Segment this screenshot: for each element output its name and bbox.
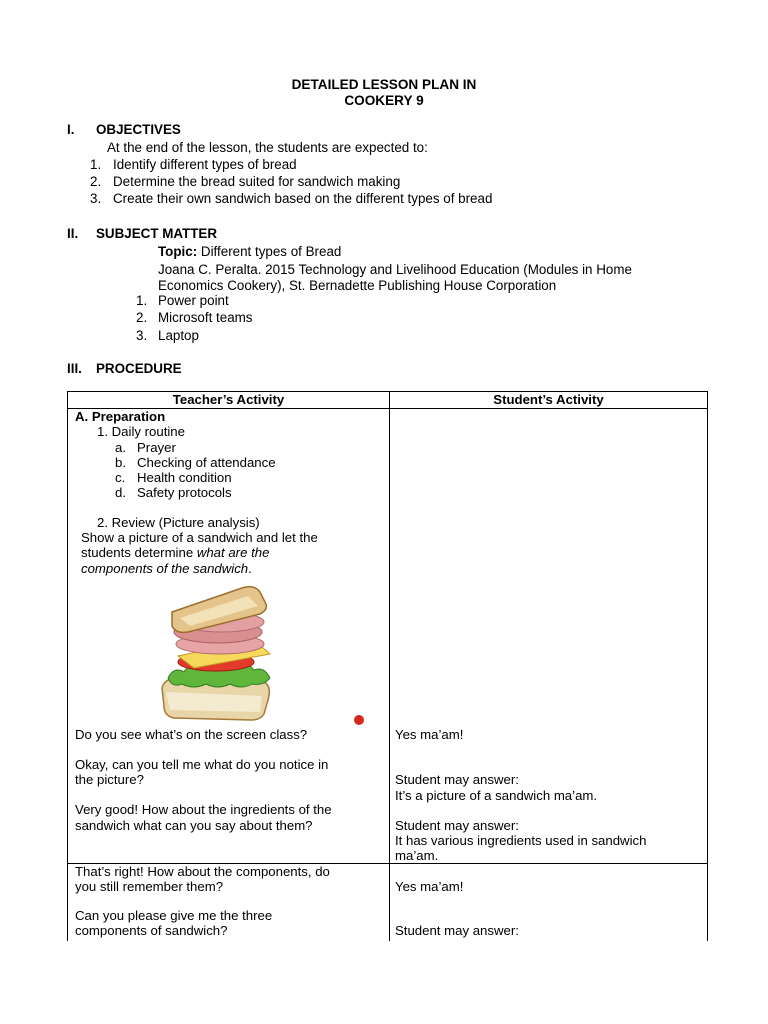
student-answer-label: Student may answer: [395, 818, 519, 833]
objective-num: 3. [90, 191, 102, 206]
objectives-heading: OBJECTIVES [96, 122, 181, 137]
routine-letter: c. [115, 470, 126, 485]
review-line2-plain: students determine [81, 545, 197, 560]
table-border-left [67, 391, 68, 941]
student-answer: Yes ma’am! [395, 879, 464, 894]
topic-line [158, 244, 341, 260]
objective-item: Identify different types of bread [113, 157, 297, 172]
material-item: Microsoft teams [158, 310, 253, 325]
student-answer-label: Student may answer: [395, 772, 519, 787]
table-column-divider [389, 391, 390, 941]
routine-letter: b. [115, 455, 126, 470]
objective-item: Create their own sandwich based on the different types of bread [113, 191, 493, 206]
review-line3-italic: components of the sandwich [81, 561, 249, 576]
material-item: Power point [158, 293, 229, 308]
review-line2 [81, 545, 269, 560]
objectives-intro: At the end of the lesson, the students are expected to: [107, 140, 428, 155]
document-title-line1: DETAILED LESSON PLAN IN [291, 77, 477, 92]
topic-value: Different types of Bread [200, 244, 342, 259]
material-item: Laptop [158, 328, 199, 343]
preparation-heading: A. Preparation [75, 409, 166, 424]
teacher-question: That’s right! How about the components, do [75, 864, 330, 879]
review-line3 [81, 561, 252, 576]
routine-item: Checking of attendance [137, 455, 276, 470]
teacher-question: Can you please give me the three [75, 908, 273, 923]
material-num: 1. [136, 293, 148, 308]
review-line3-end: . [248, 561, 252, 576]
routine-item: Health condition [137, 470, 232, 485]
reference-line1: Joana C. Peralta. 2015 Technology and Livelihood Education (Modules in Home [158, 262, 632, 277]
student-answer-label: Student may answer: [395, 923, 519, 938]
daily-routine: 1. Daily routine [97, 424, 185, 439]
subject-matter-numeral: II. [67, 226, 79, 241]
student-answer: It’s a picture of a sandwich ma’am. [395, 788, 598, 803]
student-answer: It has various ingredients used in sandwich [395, 833, 647, 848]
routine-item: Prayer [137, 440, 176, 455]
review-line1: Show a picture of a sandwich and let the [81, 530, 318, 545]
material-num: 2. [136, 310, 148, 325]
student-answer: Yes ma’am! [395, 727, 464, 742]
teacher-question: Okay, can you tell me what do you notice in [75, 757, 329, 772]
teacher-question: Do you see what’s on the screen class? [75, 727, 308, 742]
review-heading: 2. Review (Picture analysis) [97, 515, 260, 530]
material-num: 3. [136, 328, 148, 343]
document-title-line2: COOKERY 9 [344, 93, 424, 108]
topic-label: Topic: [158, 244, 198, 259]
procedure-heading: PROCEDURE [96, 361, 182, 376]
teacher-question: sandwich what can you say about them? [75, 818, 313, 833]
teacher-question: Very good! How about the ingredients of the [75, 802, 332, 817]
objective-num: 1. [90, 157, 102, 172]
routine-item: Safety protocols [137, 485, 232, 500]
objective-num: 2. [90, 174, 102, 189]
teacher-question: the picture? [75, 772, 144, 787]
procedure-numeral: III. [67, 361, 82, 376]
reference-line2: Economics Cookery), St. Bernadette Publishing House Corporation [158, 278, 557, 293]
table-border-right [707, 391, 708, 941]
routine-letter: a. [115, 440, 126, 455]
routine-letter: d. [115, 485, 126, 500]
header-teacher-activity: Teacher’s Activity [172, 392, 285, 407]
laser-pointer-dot [354, 715, 364, 725]
teacher-question: you still remember them? [75, 879, 224, 894]
teacher-question: components of sandwich? [75, 923, 228, 938]
objective-item: Determine the bread suited for sandwich making [113, 174, 401, 189]
objectives-numeral: I. [67, 122, 75, 137]
student-answer: ma’am. [395, 848, 439, 863]
header-student-activity: Student’s Activity [493, 392, 604, 407]
subject-matter-heading: SUBJECT MATTER [96, 226, 218, 241]
sandwich-illustration [160, 582, 370, 728]
review-line2-italic: what are the [196, 545, 270, 560]
